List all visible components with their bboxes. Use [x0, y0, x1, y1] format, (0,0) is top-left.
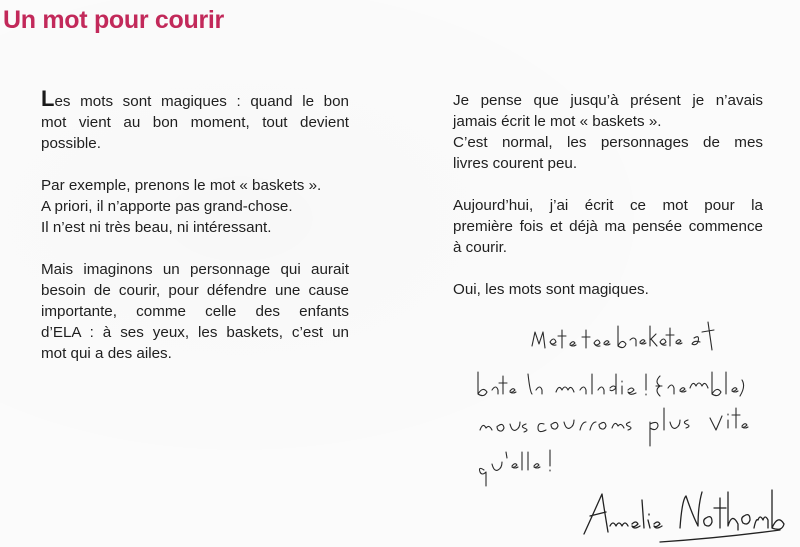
text-line: mot qui a des ailes.: [41, 345, 172, 362]
text-line: C’est normal, les personnages de mes: [453, 134, 763, 151]
page-title: Un mot pour courir: [3, 6, 224, 34]
text-line: à courir.: [453, 239, 508, 256]
handwritten-note: [470, 310, 790, 490]
text-line: Mais imaginons un personnage qui aurait: [41, 261, 349, 278]
text-line: A priori, il n’apporte pas grand-chose.: [41, 198, 293, 215]
text-line: Les mots sont magiques : quand le bon: [41, 86, 349, 111]
left-column: [41, 86, 349, 364]
text-line: possible.: [41, 135, 101, 152]
text-line: Il n’est ni très beau, ni intéressant.: [41, 219, 272, 236]
paragraph-today: [453, 195, 763, 258]
text-line: Oui, les mots sont magiques.: [453, 281, 649, 298]
paragraph-intro: [41, 86, 349, 154]
signature: [580, 470, 800, 547]
drop-cap: L: [41, 86, 55, 111]
text-line: d’ELA : à ses yeux, les baskets, c’est un: [41, 324, 349, 341]
text-line: livres courent peu.: [453, 155, 578, 172]
paragraph-imagine: [41, 259, 349, 364]
text-line: besoin de courir, pour défendre une cause: [41, 282, 349, 299]
text-line: Je pense que jusqu’à présent je n’avais: [453, 92, 763, 109]
paragraph-first-time: [453, 90, 763, 174]
text-line: Par exemple, prenons le mot « baskets ».: [41, 177, 322, 194]
text-line: jamais écrit le mot « baskets ».: [453, 113, 662, 130]
paragraph-conclusion: [453, 279, 763, 300]
paragraph-example: [41, 175, 349, 238]
text-line: importante, comme celle des enfants: [41, 303, 349, 320]
right-column: [453, 90, 763, 300]
text-line: première fois et déjà ma pensée commence: [453, 218, 763, 235]
text-line: Aujourd’hui, j’ai écrit ce mot pour la: [453, 197, 763, 214]
text-line: mot vient au bon moment, tout devient: [41, 114, 349, 131]
